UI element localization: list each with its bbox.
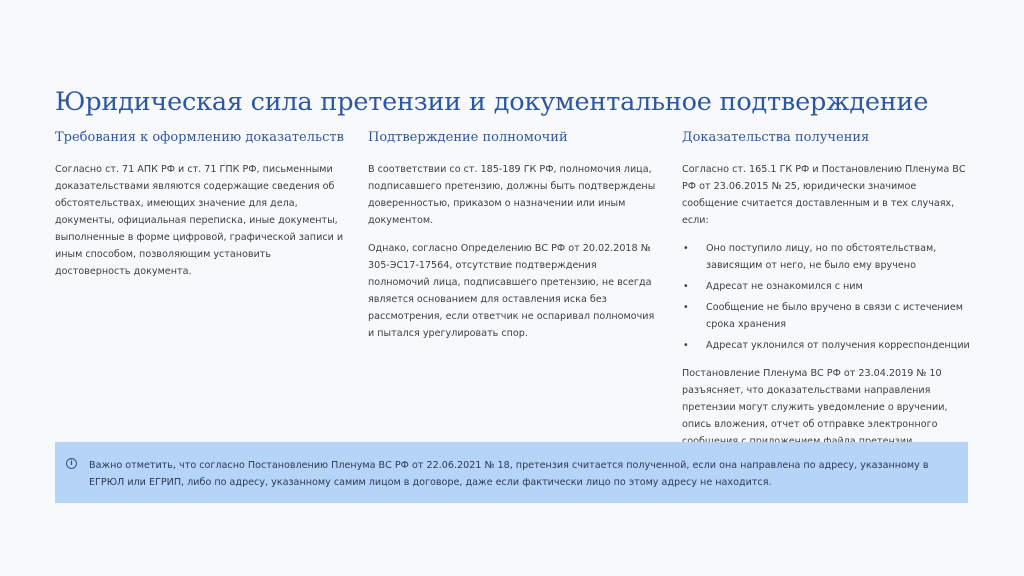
column-heading: Подтверждение полномочий xyxy=(368,130,568,145)
column-authority-confirmation xyxy=(368,130,658,353)
bullet-icon: • xyxy=(683,243,689,254)
info-icon: i xyxy=(66,458,77,469)
list-item-text: Сообщение не было вручено в связи с истечением срока хранения xyxy=(706,302,964,330)
paragraph: Однако, согласно Определению ВС РФ от 20.02.2018 № 305-ЭС17-17564, отсутствие подтверждения полномочий лица, подписавшего претензию, не всегда является основанием для оставления иска без рассмотрения, если ответчик не оспаривал полномочия и пытался урегулировать спор. xyxy=(368,243,655,339)
column-heading: Доказательства получения xyxy=(682,130,870,145)
paragraph: Согласно ст. 71 АПК РФ и ст. 71 ГПК РФ, письменными доказательствами являются содержащие сведения об обстоятельствах, имеющих значение для дела, документы, официальная переписка, иные документы, выполненные в форме цифровой, графической записи и иным способом, позволяющим установить достоверность документа. xyxy=(55,164,344,277)
list-item xyxy=(682,299,972,333)
callout-text: Важно отметить, что согласно Постановлению Пленума ВС РФ от 22.06.2021 № 18, претензия считается полученной, если она направлена по адресу, указанному в ЕГРЮЛ или ЕГРИП, либо по адресу, указанному самим лицом в договоре, даже если фактически лицо по этому адресу не находится. xyxy=(89,460,929,488)
list-item-text: Адресат не ознакомился с ним xyxy=(706,281,863,292)
info-callout xyxy=(55,442,968,503)
column-heading: Требования к оформлению доказательств xyxy=(55,130,344,145)
list-item xyxy=(682,278,972,295)
list-item xyxy=(682,240,972,274)
column-evidence-requirements xyxy=(55,130,345,291)
bullet-list xyxy=(682,240,972,354)
list-item xyxy=(682,337,972,354)
list-item-text: Оно поступило лицу, но по обстоятельствам, зависящим от него, не было ему вручено xyxy=(706,243,937,271)
list-item-text: Адресат уклонился от получения корреспонденции xyxy=(706,340,970,351)
bullet-icon: • xyxy=(683,340,689,351)
column-receipt-evidence xyxy=(682,130,972,461)
bullet-icon: • xyxy=(683,281,689,292)
paragraph: В соответствии со ст. 185-189 ГК РФ, полномочия лица, подписавшего претензию, должны быть подтверждены доверенностью, приказом о назначении или иным документом. xyxy=(368,164,656,226)
paragraph: Постановление Пленума ВС РФ от 23.04.2019 № 10 разъясняет, что доказательствами направления претензии могут служить уведомление о вручении, опись вложения, отчет об отправке электронного xyxy=(682,368,948,430)
bullet-icon: • xyxy=(683,302,689,313)
page-title: Юридическая сила претензии и документальное подтверждение xyxy=(55,87,929,118)
paragraph: Согласно ст. 165.1 ГК РФ и Постановлению Пленума ВС РФ от 23.06.2015 № 25, юридически значимое сообщение считается доставленным и в тех случаях, если: xyxy=(682,164,966,226)
